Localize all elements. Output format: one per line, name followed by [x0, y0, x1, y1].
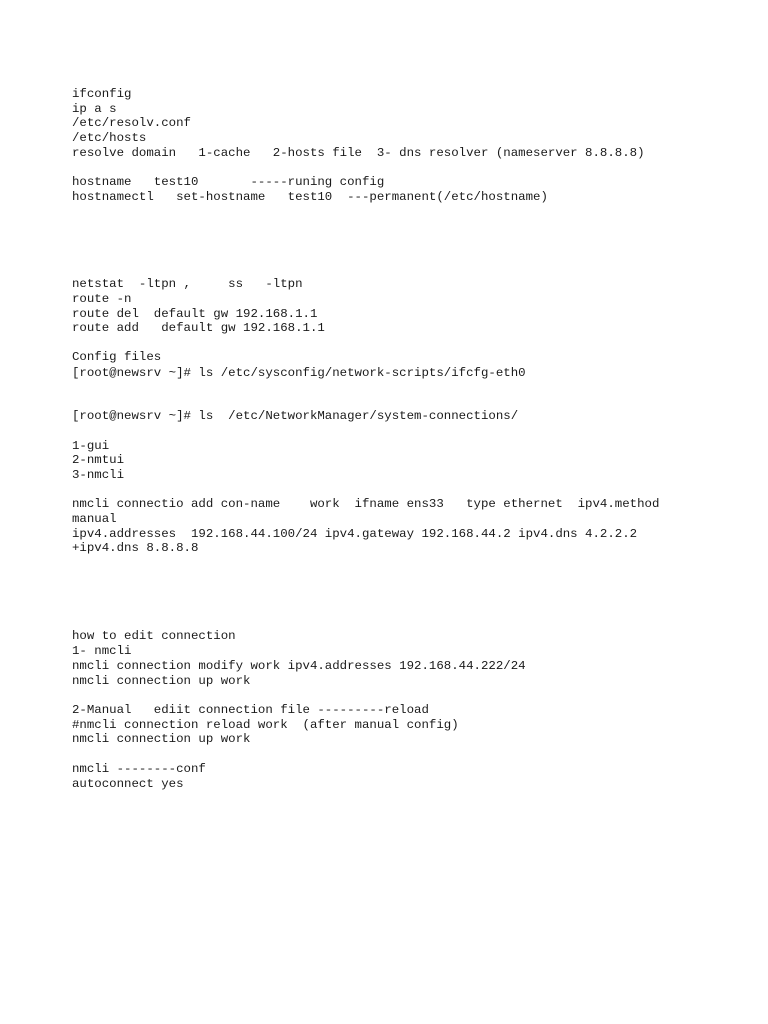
text-line: nmcli connection up work — [72, 674, 251, 688]
text-line: /etc/hosts — [72, 131, 147, 145]
text-line: 2-Manual ediit connection file ---------reload — [72, 703, 429, 717]
text-line: hostname test10 -----runing config — [72, 175, 385, 189]
text-line: nmcli connectio add con-name work ifname ens33 type ethernet ipv4.method — [72, 497, 660, 511]
text-line: #nmcli connection reload work (after manual config) — [72, 718, 459, 732]
text-line: nmcli --------conf — [72, 762, 206, 776]
text-line: autoconnect yes — [72, 777, 184, 791]
text-line: manual — [72, 512, 117, 526]
text-line: route del default gw 192.168.1.1 — [72, 307, 318, 321]
text-line: 1-gui — [72, 439, 110, 453]
text-line: 2-nmtui — [72, 453, 125, 467]
text-line: [root@newsrv ~]# ls /etc/sysconfig/network-scripts/ifcfg-eth0 — [72, 366, 526, 380]
text-line: ifconfig — [72, 87, 132, 101]
text-line: Config files — [72, 350, 162, 364]
text-line: route -n — [72, 292, 132, 306]
text-line: route add default gw 192.168.1.1 — [72, 321, 325, 335]
text-line: /etc/resolv.conf — [72, 116, 191, 130]
text-line: +ipv4.dns 8.8.8.8 — [72, 541, 199, 555]
text-line: resolve domain 1-cache 2-hosts file 3- dns resolver (nameserver 8.8.8.8) — [72, 146, 645, 160]
text-line: ipv4.addresses 192.168.44.100/24 ipv4.gateway 192.168.44.2 ipv4.dns 4.2.2.2 — [72, 527, 638, 541]
text-line: netstat -ltpn , ss -ltpn — [72, 277, 303, 291]
text-line: 3-nmcli — [72, 468, 125, 482]
text-line: [root@newsrv ~]# ls /etc/NetworkManager/system-connections/ — [72, 409, 519, 423]
text-line: how to edit connection — [72, 629, 236, 643]
text-line: nmcli connection up work — [72, 732, 251, 746]
text-line: nmcli connection modify work ipv4.addresses 192.168.44.222/24 — [72, 659, 526, 673]
text-line: 1- nmcli — [72, 644, 132, 658]
text-line: hostnamectl set-hostname test10 ---permanent(/etc/hostname) — [72, 190, 548, 204]
text-line: ip a s — [72, 102, 117, 116]
